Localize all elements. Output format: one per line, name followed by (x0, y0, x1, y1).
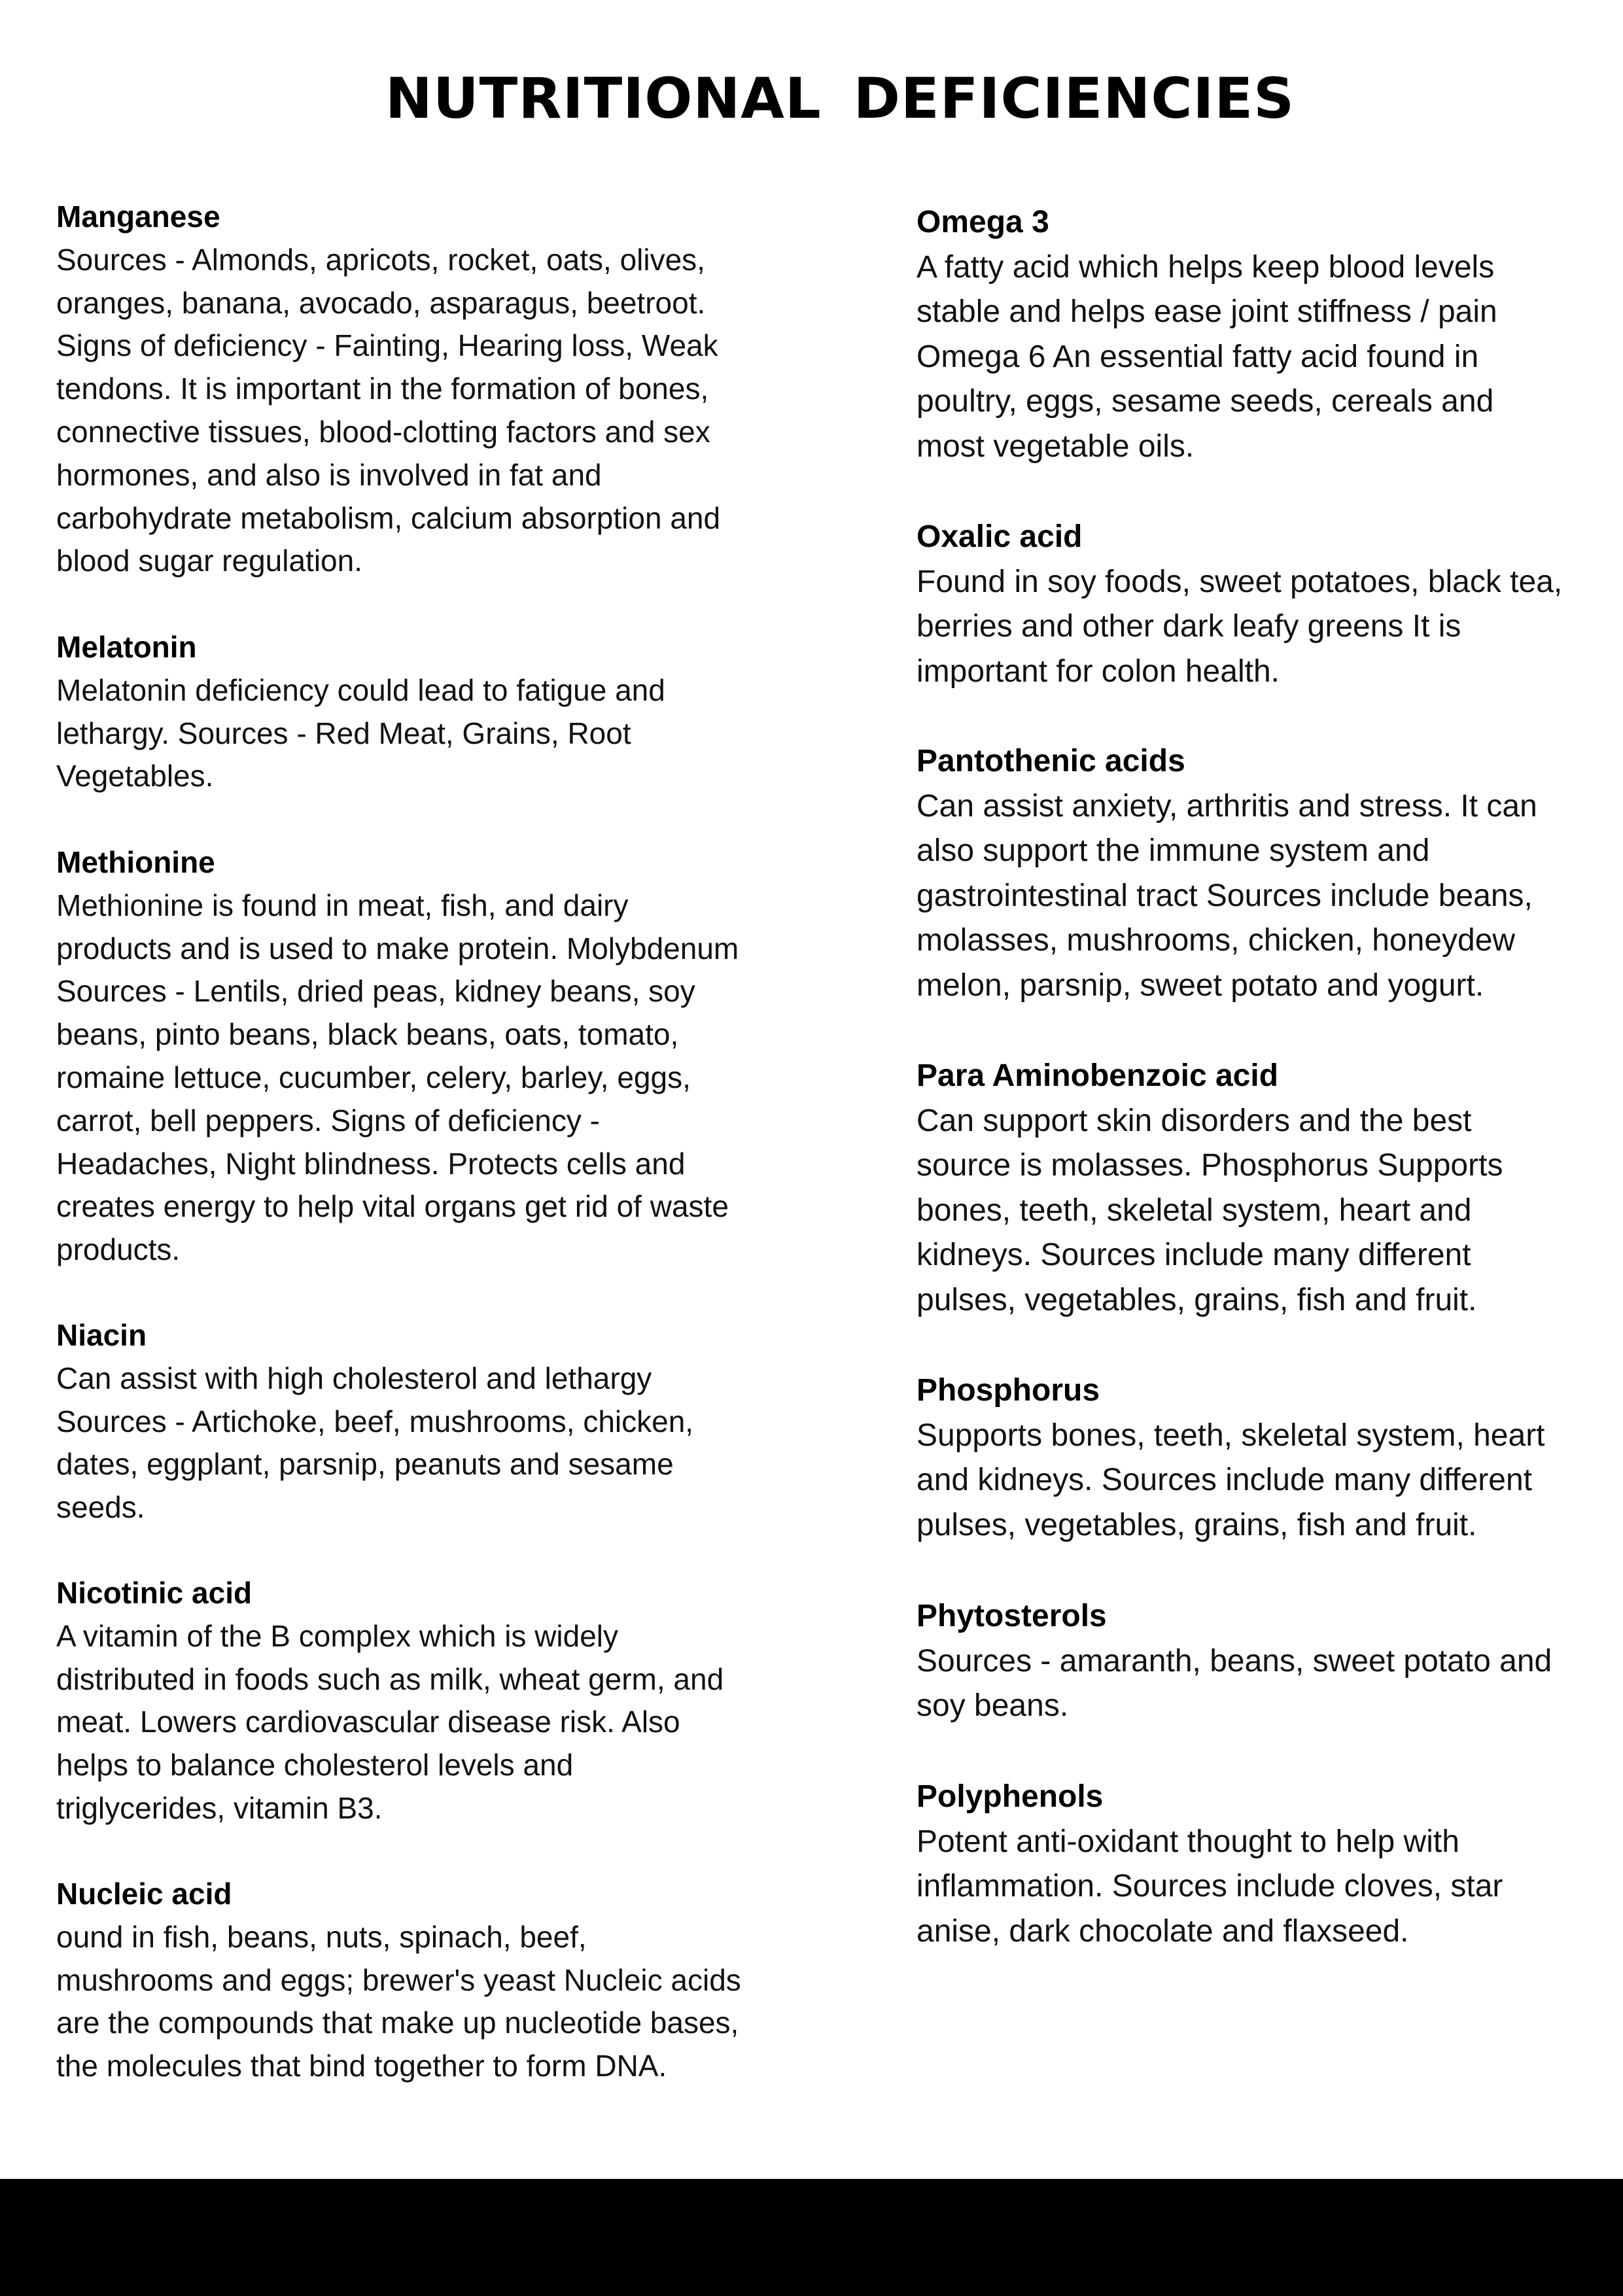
body-line: ound in fish, beans, nuts, spinach, beef, (56, 1919, 587, 1954)
entry-body (56, 239, 789, 583)
body-line: anise, dark chocolate and flaxseed. (916, 1913, 1409, 1949)
entry-body (916, 245, 1610, 470)
body-line: Headaches, Night blindness. Protects cells and (56, 1146, 686, 1181)
entry-nucleic-acid (56, 1873, 789, 2088)
body-line: pulses, vegetables, grains, fish and fruit. (916, 1282, 1477, 1317)
entry-pantothenic-acids (916, 739, 1610, 1009)
entry-manganese (56, 196, 789, 583)
body-line: kidneys. Sources include many different (916, 1238, 1471, 1273)
body-line: triglycerides, vitamin B3. (56, 1790, 383, 1825)
entry-body (916, 560, 1610, 695)
body-line: connective tissues, blood-clotting factors and sex (56, 414, 710, 449)
body-line: inflammation. Sources include cloves, star (916, 1869, 1503, 1904)
body-line: the molecules that bind together to form DNA. (56, 2049, 667, 2083)
body-line: and kidneys. Sources include many different (916, 1463, 1532, 1498)
entry-heading: Phosphorus (916, 1373, 1100, 1408)
body-line: oranges, banana, avocado, asparagus, beetroot. (56, 285, 706, 320)
footer-bar (0, 2179, 1623, 2296)
body-line: pulses, vegetables, grains, fish and fruit. (916, 1507, 1477, 1542)
body-line: meat. Lowers cardiovascular disease risk. Also (56, 1705, 680, 1739)
entry-polyphenols (916, 1775, 1610, 1954)
body-line: melon, parsnip, sweet potato and yogurt. (916, 967, 1484, 1003)
entry-heading: Phytosterols (916, 1599, 1107, 1633)
body-line: A fatty acid which helps keep blood levels (916, 249, 1495, 285)
entry-phosphorus (916, 1368, 1610, 1548)
entry-body (56, 669, 789, 798)
body-line: dates, eggplant, parsnip, peanuts and sesame (56, 1447, 674, 1482)
body-line: Methionine is found in meat, fish, and dairy (56, 888, 629, 922)
body-line: tendons. It is important in the formation of bones, (56, 372, 709, 406)
body-line: Potent anti-oxidant thought to help with (916, 1824, 1459, 1859)
entry-body (56, 884, 789, 1272)
entry-omega-3 (916, 200, 1610, 470)
entry-heading: Polyphenols (916, 1779, 1104, 1814)
body-line: hormones, and also is involved in fat and (56, 457, 602, 492)
entry-body (56, 1916, 789, 2088)
body-line: are the compounds that make up nucleotide bases, (56, 2006, 739, 2040)
entry-body (56, 1357, 789, 1529)
body-line: beans, pinto beans, black beans, oats, tomato, (56, 1017, 679, 1052)
entry-methionine (56, 841, 789, 1272)
entry-niacin (56, 1314, 789, 1529)
body-line: source is molasses. Phosphorus Supports (916, 1148, 1503, 1183)
entry-para-aminobenzoic-acid (916, 1054, 1610, 1323)
body-line: blood sugar regulation. (56, 544, 362, 578)
body-line: Can assist with high cholesterol and lethargy (56, 1361, 652, 1395)
body-line: creates energy to help vital organs get rid of waste (56, 1189, 729, 1224)
entry-body (916, 1414, 1610, 1548)
entry-body (916, 1820, 1610, 1955)
entry-body (916, 784, 1610, 1009)
body-line: helps to balance cholesterol levels and (56, 1748, 574, 1783)
body-line: poultry, eggs, sesame seeds, cereals and (916, 384, 1494, 419)
body-line: Signs of deficiency - Fainting, Hearing loss, Weak (56, 328, 718, 363)
body-line: most vegetable oils. (916, 428, 1195, 464)
entry-heading: Melatonin (56, 630, 197, 664)
entry-phytosterols (916, 1594, 1610, 1729)
body-line: Sources - Almonds, apricots, rocket, oats, olives, (56, 242, 705, 277)
page-title: NUTRITIONAL DEFICIENCIES (385, 66, 1295, 131)
body-line: A vitamin of the B complex which is widely (56, 1618, 619, 1653)
body-line: Sources - Lentils, dried peas, kidney beans, soy (56, 974, 695, 1009)
body-line: Vegetables. (56, 759, 214, 793)
body-line: molasses, mushrooms, chicken, honeydew (916, 923, 1516, 958)
body-line: gastrointestinal tract Sources include beans, (916, 878, 1533, 913)
body-line: soy beans. (916, 1688, 1069, 1724)
body-line: Can support skin disorders and the best (916, 1103, 1472, 1138)
entry-heading: Manganese (56, 200, 220, 234)
body-line: important for colon health. (916, 653, 1280, 689)
entry-heading: Oxalic acid (916, 519, 1083, 554)
body-line: carbohydrate metabolism, calcium absorption and (56, 500, 721, 535)
entry-heading: Methionine (56, 845, 215, 879)
entry-melatonin (56, 626, 789, 798)
entry-heading: Nucleic acid (56, 1877, 232, 1911)
body-line: Can assist anxiety, arthritis and stress. It can (916, 788, 1537, 824)
entry-nicotinic-acid (56, 1572, 789, 1830)
body-line: stable and helps ease joint stiffness / pain (916, 294, 1497, 330)
body-line: Found in soy foods, sweet potatoes, black tea, (916, 564, 1563, 599)
entry-heading: Niacin (56, 1318, 147, 1352)
entry-body (916, 1099, 1610, 1323)
body-line: products and is used to make protein. Molybdenum (56, 931, 739, 965)
body-line: Sources - amaranth, beans, sweet potato and (916, 1643, 1552, 1679)
body-line: Supports bones, teeth, skeletal system, heart (916, 1418, 1545, 1453)
body-line: products. (56, 1232, 181, 1267)
entry-body (916, 1639, 1610, 1729)
body-line: bones, teeth, skeletal system, heart and (916, 1192, 1472, 1228)
body-line: carrot, bell peppers. Signs of deficiency - (56, 1103, 600, 1138)
entry-body (56, 1615, 789, 1830)
entry-heading: Nicotinic acid (56, 1576, 253, 1610)
body-line: lethargy. Sources - Red Meat, Grains, Root (56, 716, 631, 750)
body-line: Omega 6 An essential fatty acid found in (916, 339, 1479, 374)
entry-heading: Pantothenic acids (916, 744, 1185, 778)
body-line: mushrooms and eggs; brewer's yeast Nucleic acids (56, 1962, 741, 1997)
body-line: also support the immune system and (916, 833, 1430, 869)
body-line: distributed in foods such as milk, wheat germ, and (56, 1661, 724, 1696)
entry-heading: Omega 3 (916, 205, 1049, 239)
entry-heading: Para Aminobenzoic acid (916, 1058, 1279, 1093)
body-line: Sources - Artichoke, beef, mushrooms, chicken, (56, 1404, 694, 1438)
body-line: berries and other dark leafy greens It is (916, 609, 1461, 644)
body-line: seeds. (56, 1490, 145, 1525)
body-line: Melatonin deficiency could lead to fatigue and (56, 672, 665, 707)
body-line: romaine lettuce, cucumber, celery, barley, eggs, (56, 1060, 691, 1094)
entry-oxalic-acid (916, 515, 1610, 694)
